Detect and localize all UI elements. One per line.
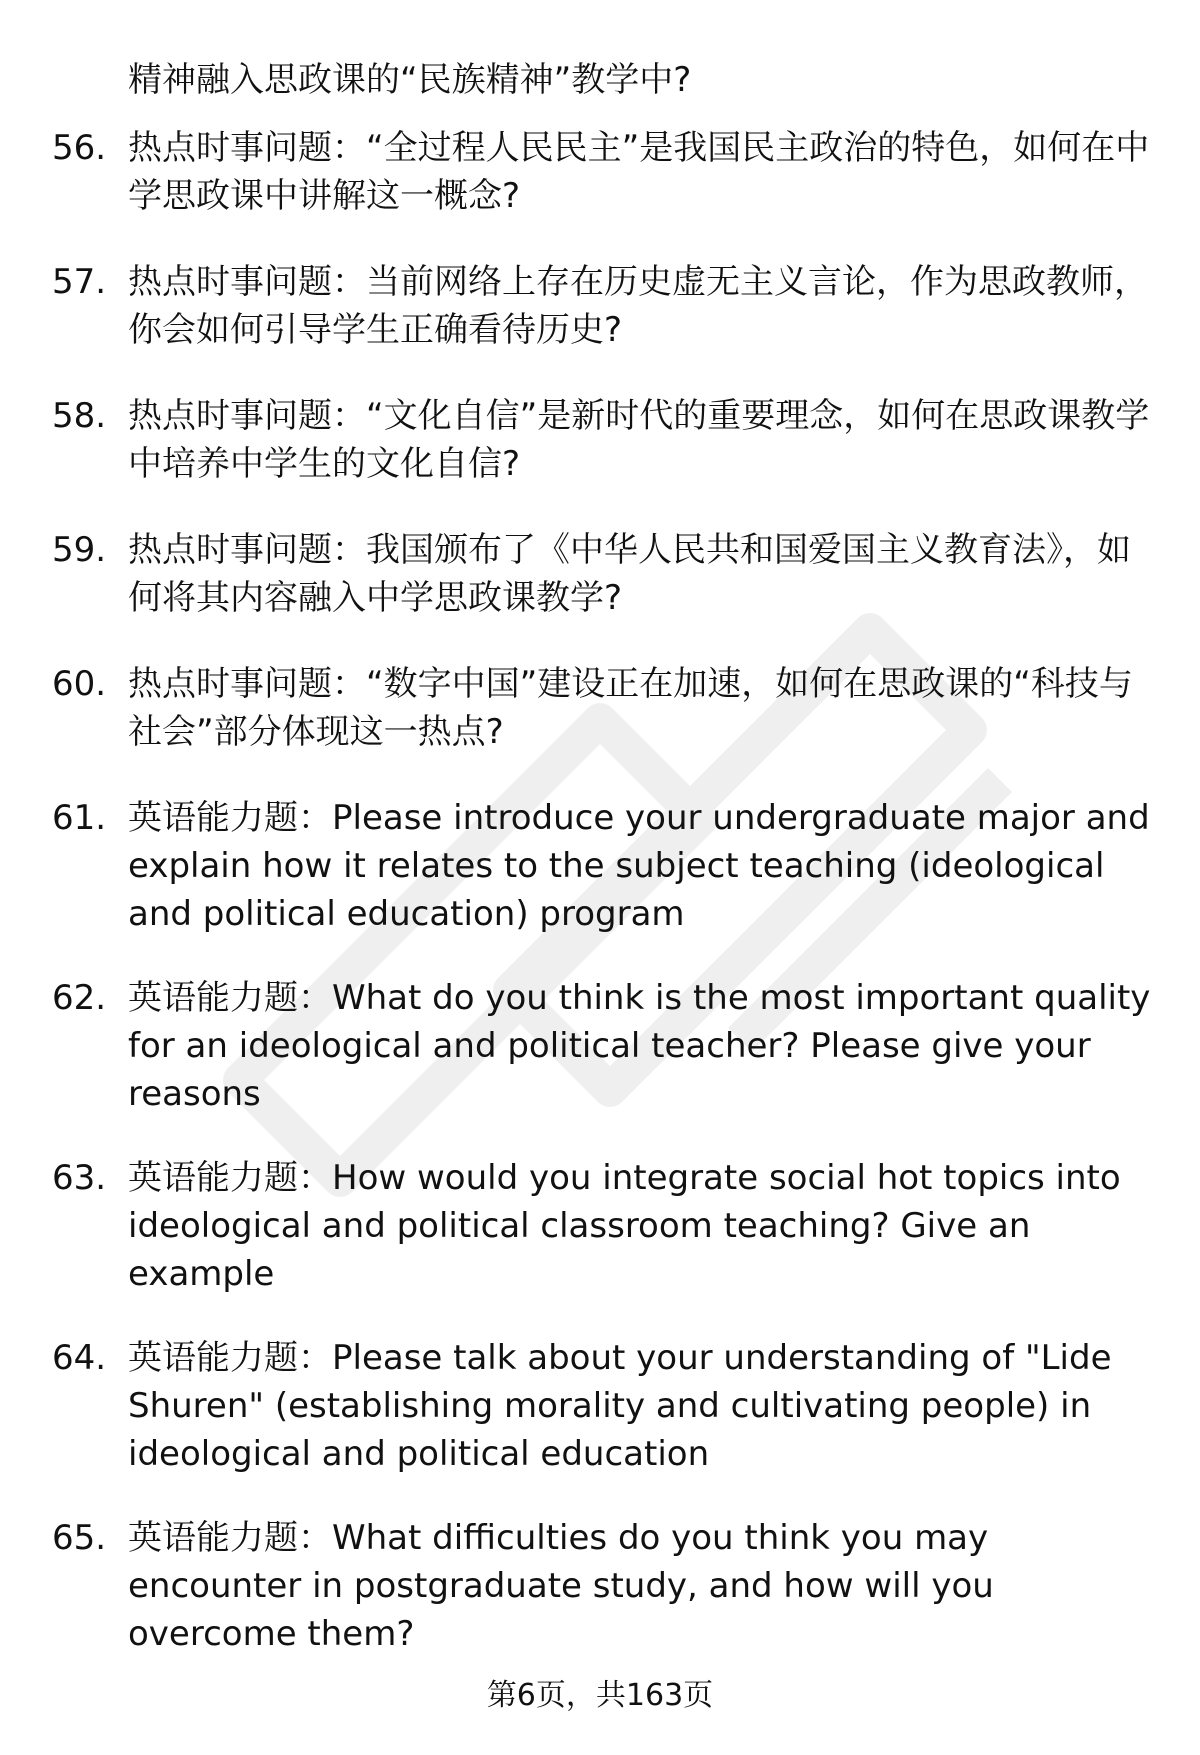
question-text: 英语能力题：What do you think is the most important quality for an ideological and political teacher? Please give your reasons	[128, 978, 1151, 1114]
question-text: 英语能力题：Please introduce your undergraduate major and explain how it relates to the subject teaching (ideological and political education) program	[128, 798, 1150, 934]
question-number: 64.	[52, 1338, 107, 1378]
question-text: 热点时事问题：“全过程人民民主”是我国民主政治的特色，如何在中学思政课中讲解这一概念?	[128, 128, 1150, 216]
question-item	[52, 258, 1162, 354]
question-text: 英语能力题：Please talk about your understanding of "Lide Shuren" (establishing morality and cultivating people) in ideological and political education	[128, 1338, 1112, 1474]
question-text: 热点时事问题：当前网络上存在历史虚无主义言论，作为思政教师，你会如何引导学生正确看待历史?	[128, 262, 1148, 350]
question-item	[52, 526, 1162, 622]
question-item	[52, 1154, 1162, 1298]
question-text: 英语能力题：What difficulties do you think you may encounter in postgraduate study, and how will you overcome them?	[128, 1518, 994, 1654]
page-number-footer: 第6页，共163页	[486, 1678, 714, 1713]
question-item	[52, 660, 1162, 756]
question-item	[52, 124, 1162, 220]
question-number: 60.	[52, 664, 107, 704]
continued-text: 精神融入思政课的“民族精神”教学中?	[128, 60, 692, 100]
question-number: 65.	[52, 1518, 107, 1558]
question-item	[52, 974, 1162, 1118]
question-number: 57.	[52, 262, 107, 302]
question-item	[52, 392, 1162, 488]
question-text: 热点时事问题：“文化自信”是新时代的重要理念，如何在思政课教学中培养中学生的文化自信?	[128, 396, 1150, 484]
question-text: 热点时事问题：我国颁布了《中华人民共和国爱国主义教育法》，如何将其内容融入中学思政课教学?	[128, 530, 1131, 618]
question-item	[52, 1514, 1162, 1658]
question-number: 56.	[52, 128, 107, 168]
question-item	[52, 1334, 1162, 1478]
question-number: 58.	[52, 396, 107, 436]
question-item	[52, 794, 1162, 938]
question-number: 61.	[52, 798, 107, 838]
question-number: 63.	[52, 1158, 107, 1198]
question-text: 英语能力题：How would you integrate social hot topics into ideological and political classroom teaching? Give an example	[128, 1158, 1121, 1294]
question-text: 热点时事问题：“数字中国”建设正在加速，如何在思政课的“科技与社会”部分体现这一热点?	[128, 664, 1133, 752]
question-number: 59.	[52, 530, 107, 570]
question-number: 62.	[52, 978, 107, 1018]
